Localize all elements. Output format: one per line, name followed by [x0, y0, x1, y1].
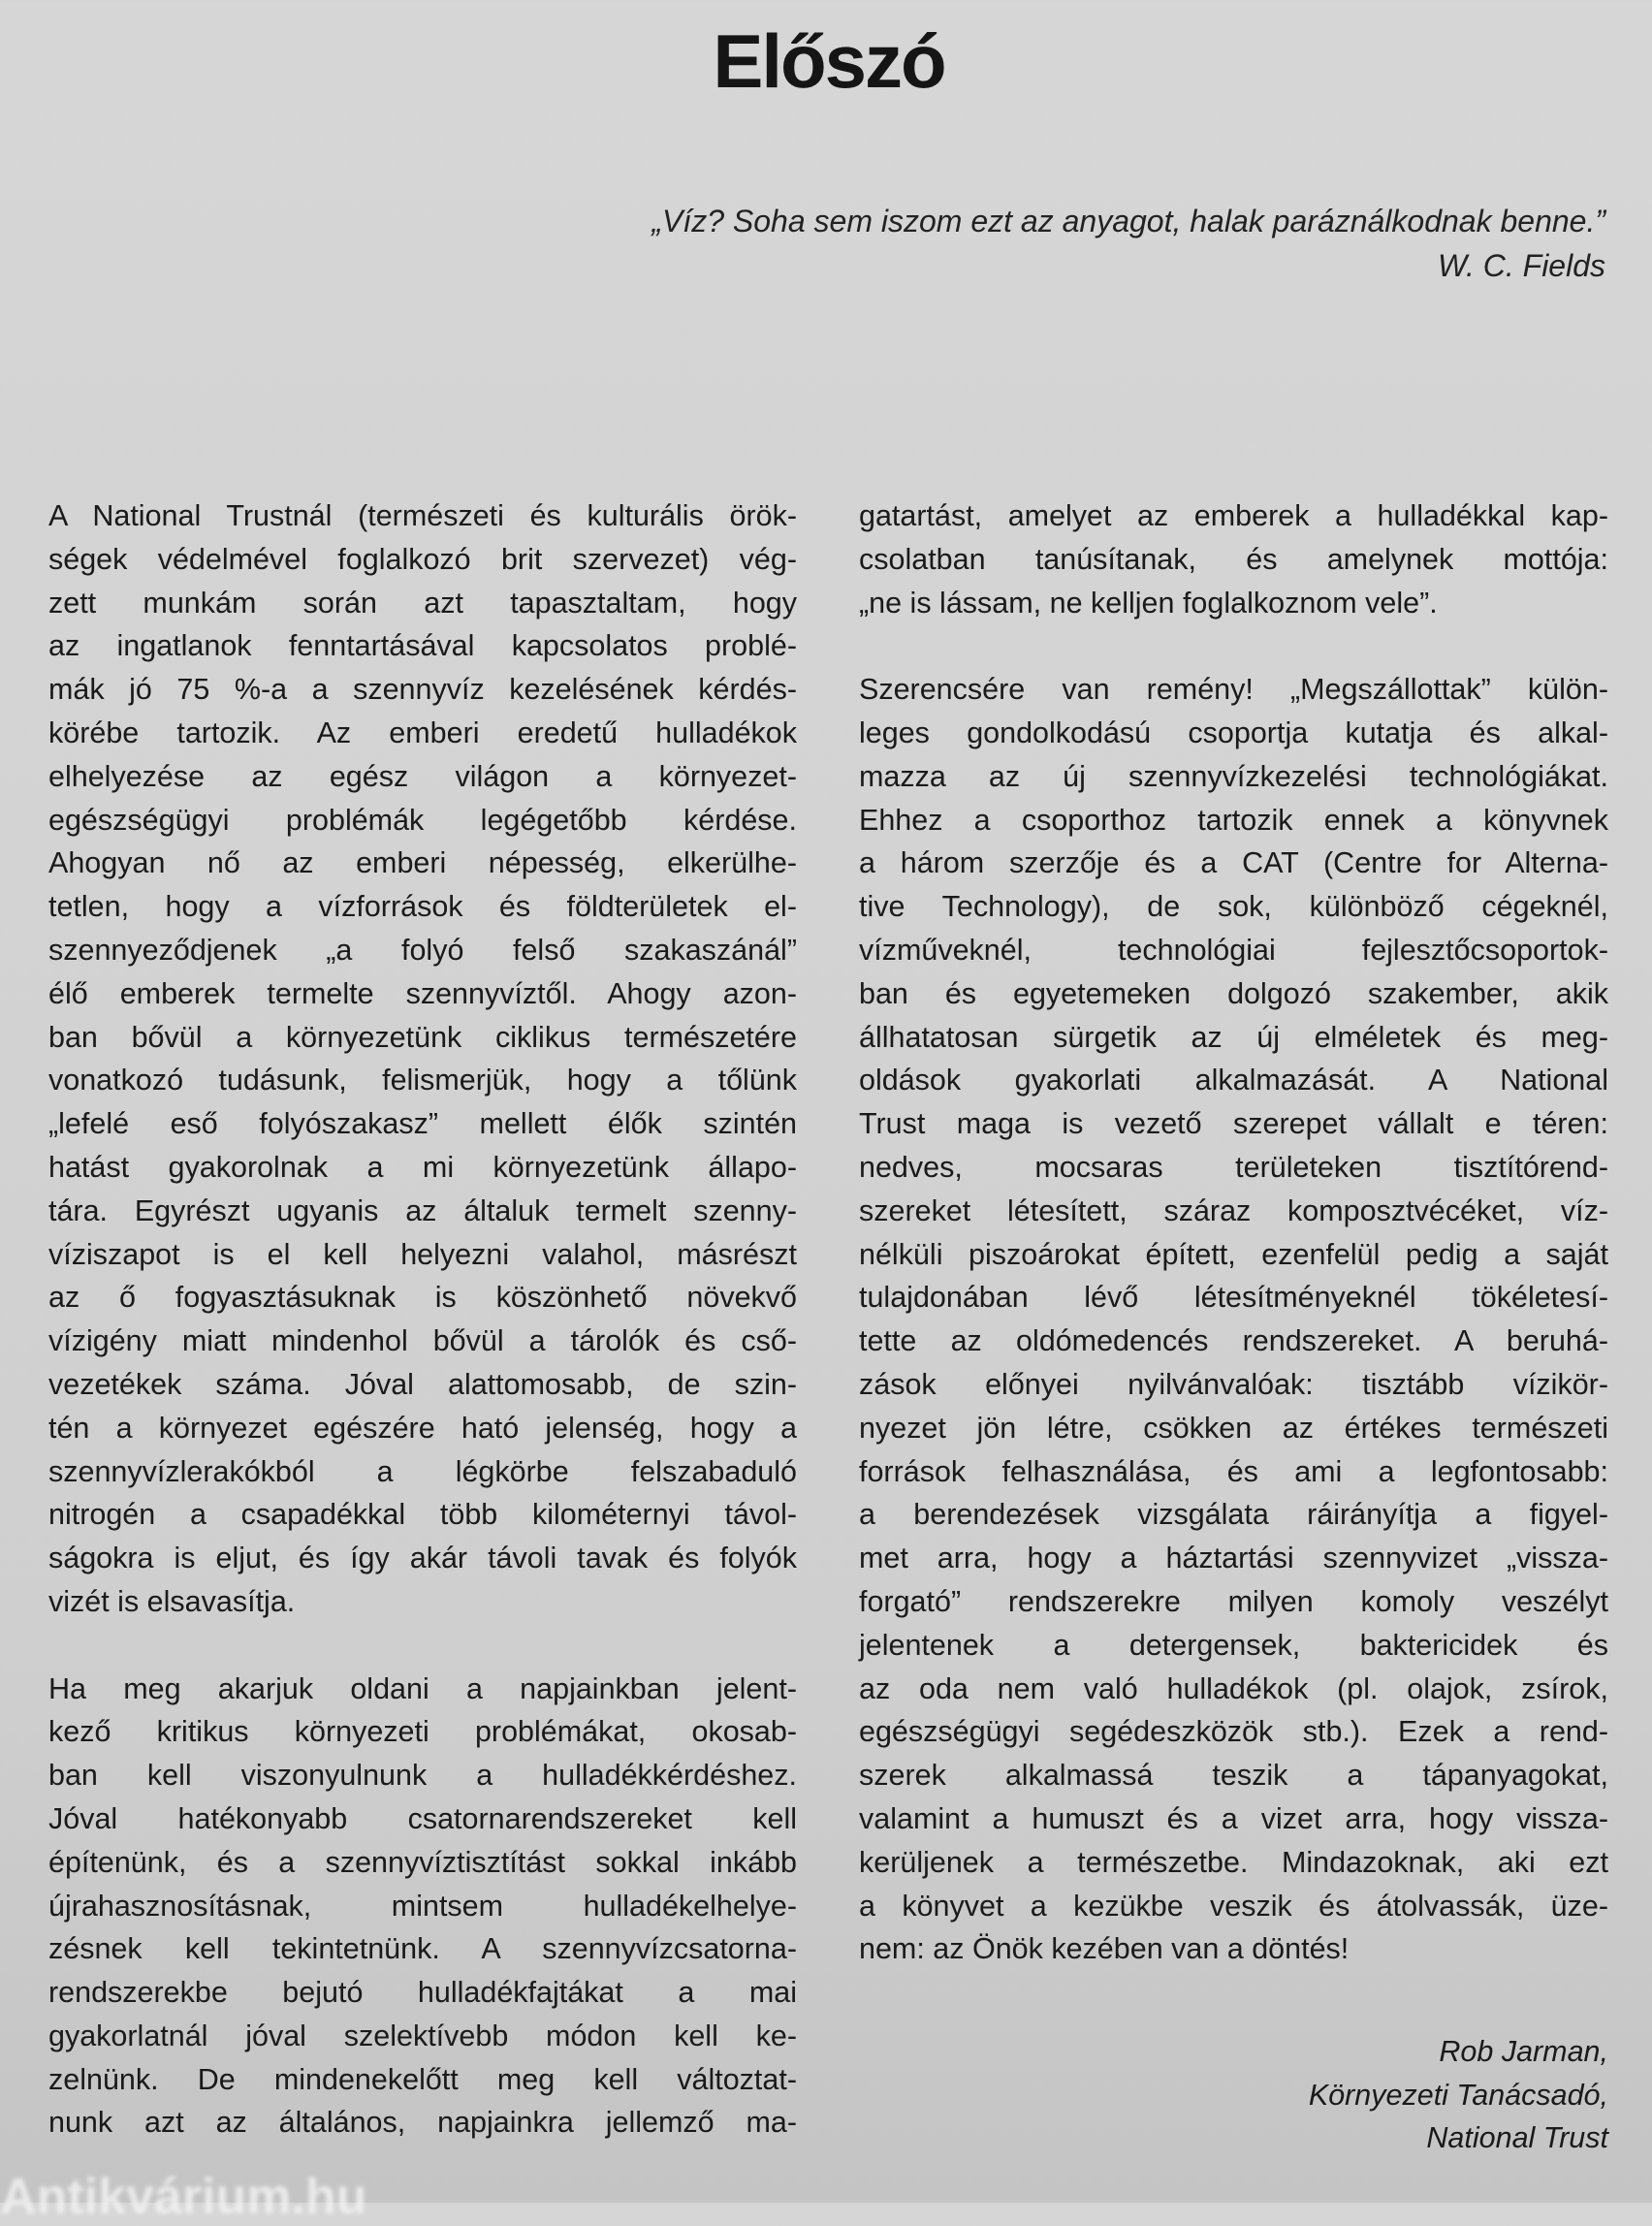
text-line: a három szerzője és a CAT (Centre for Alterna-: [859, 846, 1608, 880]
text-line: ban bővül a környezetünk ciklikus természetére: [48, 1020, 797, 1054]
text-line: vizét is elsavasítja.: [48, 1584, 296, 1618]
left-column: [48, 494, 797, 2145]
text-line: állhatatosan sürgetik az új elméletek és meg-: [859, 1020, 1608, 1054]
paragraph: [48, 494, 797, 1624]
signature-line: Rob Jarman,: [1439, 2034, 1608, 2068]
text-line: nunk azt az általános, napjainkra jellemző ma-: [48, 2106, 797, 2140]
text-line: ban és egyetemeken dolgozó szakember, akik: [859, 976, 1608, 1010]
text-line: vízigény miatt mindenhol bővül a tárolók és cső-: [48, 1324, 797, 1358]
text-line: zások előnyei nyilvánvalóak: tisztább vízikör-: [859, 1367, 1608, 1401]
text-line: mák jó 75 %-a a szennyvíz kezelésének kérdés-: [48, 673, 797, 707]
text-line: tette az oldómedencés rendszereket. A beruhá-: [859, 1324, 1608, 1358]
text-line: tára. Egyrészt ugyanis az általuk termelt szenny-: [48, 1193, 797, 1227]
paragraph: [859, 494, 1608, 624]
text-line: nyezet jön létre, csökken az értékes természeti: [859, 1411, 1608, 1445]
watermark-logo: Antikvárium.hu: [0, 2169, 367, 2225]
text-line: jelentenek a detergensek, baktericidek és: [859, 1628, 1608, 1662]
text-line: vízműveknél, technológiai fejlesztőcsoportok-: [859, 933, 1608, 967]
signature-line: National Trust: [1426, 2121, 1608, 2155]
text-line: elhelyezése az egész világon a környezet-: [48, 759, 797, 793]
text-line: ban kell viszonyulnunk a hulladékkérdéshez.: [48, 1759, 797, 1793]
text-line: tetlen, hogy a vízforrások és földterületek el-: [48, 890, 797, 924]
right-column: [859, 494, 1608, 2160]
text-line: gatartást, amelyet az emberek a hulladékkal kap-: [859, 499, 1608, 532]
text-line: szennyvízlerakókból a légkörbe felszabaduló: [48, 1454, 797, 1488]
epigraph-text: „Víz? Soha sem iszom ezt az anyagot, halak paráználkodnak benne.”: [651, 204, 1605, 238]
text-line: zelnünk. De mindenekelőtt meg kell változtat-: [48, 2062, 797, 2096]
page-title: Előszó: [713, 18, 945, 104]
text-line: egészségügyi problémák legégetőbb kérdése.: [48, 803, 797, 837]
text-line: Szerencsére van remény! „Megszállottak” külön-: [859, 673, 1608, 707]
text-line: szerek alkalmassá teszik a tápanyagokat,: [859, 1759, 1608, 1793]
text-line: csolatban tanúsítanak, és amelynek mottója:: [859, 542, 1608, 576]
text-line: Jóval hatékonyabb csatornarendszereket kell: [48, 1801, 797, 1835]
text-line: oldások gyakorlati alkalmazását. A National: [859, 1064, 1608, 1097]
text-line: kező kritikus környezeti problémákat, okosab-: [48, 1715, 797, 1749]
text-line: építenünk, és a szennyvíztisztítást sokkal inkább: [48, 1845, 797, 1879]
text-line: vonatkozó tudásunk, felismerjük, hogy a tőlünk: [48, 1064, 797, 1097]
text-line: körébe tartozik. Az emberi eredetű hulladékok: [48, 716, 797, 749]
text-line: „lefelé eső folyószakasz” mellett élők szintén: [48, 1107, 797, 1141]
text-line: a könyvet a kezükbe veszik és átolvassák, üze-: [859, 1889, 1608, 1923]
text-line: Trust maga is vezető szerepet vállalt e téren:: [859, 1107, 1608, 1141]
text-line: zésnek kell tekintetnünk. A szennyvízcsatorna-: [48, 1932, 797, 1966]
text-line: tulajdonában lévő létesítményeknél tökéletesí-: [859, 1281, 1608, 1315]
text-line: szennyeződjenek „a folyó felső szakaszánál”: [48, 933, 797, 967]
text-line: mazza az új szennyvízkezelési technológiákat.: [859, 759, 1608, 793]
text-line: Ha meg akarjuk oldani a napjainkban jelent-: [48, 1671, 797, 1705]
paragraph: [48, 1668, 797, 2146]
epigraph: [651, 199, 1605, 288]
signature: [859, 2030, 1608, 2160]
signature-line: Környezeti Tanácsadó,: [1308, 2078, 1608, 2112]
text-line: ságokra is eljut, és így akár távoli tavak és folyók: [48, 1542, 797, 1575]
text-line: tén a környezet egészére ható jelenség, hogy a: [48, 1411, 797, 1445]
text-line: nélküli piszoárokat épített, ezenfelül pedig a saját: [859, 1237, 1608, 1271]
text-line: szereket létesített, száraz komposztvécéket, víz-: [859, 1193, 1608, 1227]
text-line: vezetékek száma. Jóval alattomosabb, de szin-: [48, 1367, 797, 1401]
text-line: hatást gyakorolnak a mi környezetünk állapo-: [48, 1150, 797, 1184]
text-line: leges gondolkodású csoportja kutatja és alkal-: [859, 716, 1608, 749]
paragraph: [859, 668, 1608, 1971]
text-line: Ahogyan nő az emberi népesség, elkerülhe-: [48, 846, 797, 880]
text-line: gyakorlatnál jóval szelektívebb módon kell ke-: [48, 2019, 797, 2052]
text-line: források felhasználása, és ami a legfontosabb:: [859, 1454, 1608, 1488]
text-line: nem: az Önök kezében van a döntés!: [859, 1932, 1350, 1966]
text-line: nitrogén a csapadékkal több kilométernyi távol-: [48, 1498, 797, 1532]
text-line: víziszapot is el kell helyezni valahol, másrészt: [48, 1237, 797, 1271]
text-line: nedves, mocsaras területeken tisztítórend-: [859, 1150, 1608, 1184]
epigraph-author: W. C. Fields: [1437, 248, 1605, 283]
text-line: A National Trustnál (természeti és kulturális örök-: [48, 499, 797, 532]
text-line: „ne is lássam, ne kelljen foglalkoznom vele”.: [859, 586, 1438, 620]
text-line: újrahasznosításnak, mintsem hulladékelhelye-: [48, 1889, 797, 1923]
paragraph-gap: [859, 624, 1608, 668]
text-line: met arra, hogy a háztartási szennyvizet „vissza-: [859, 1542, 1608, 1575]
text-line: egészségügyi segédeszközök stb.). Ezek a rend-: [859, 1715, 1608, 1749]
text-line: Ehhez a csoporthoz tartozik ennek a könyvnek: [859, 803, 1608, 837]
text-line: valamint a humuszt és a vizet arra, hogy vissza-: [859, 1801, 1608, 1835]
text-line: forgató” rendszerekre milyen komoly veszélyt: [859, 1584, 1608, 1618]
text-line: zett munkám során azt tapasztaltam, hogy: [48, 586, 797, 620]
text-line: az ő fogyasztásuknak is köszönhető növekvő: [48, 1281, 797, 1315]
text-line: élő emberek termelte szennyvíztől. Ahogy azon-: [48, 976, 797, 1010]
text-line: kerüljenek a természetbe. Mindazoknak, aki ezt: [859, 1845, 1608, 1879]
text-line: rendszerekbe bejutó hulladékfajtákat a mai: [48, 1976, 797, 2010]
text-line: tive Technology), de sok, különböző cégeknél,: [859, 890, 1608, 924]
text-line: a berendezések vizsgálata ráirányítja a figyel-: [859, 1498, 1608, 1532]
text-line: ségek védelmével foglalkozó brit szervezet) vég-: [48, 542, 797, 576]
paragraph-gap: [48, 1624, 797, 1668]
text-line: az oda nem való hulladékok (pl. olajok, zsírok,: [859, 1671, 1608, 1705]
text-line: az ingatlanok fenntartásával kapcsolatos problé-: [48, 629, 797, 663]
